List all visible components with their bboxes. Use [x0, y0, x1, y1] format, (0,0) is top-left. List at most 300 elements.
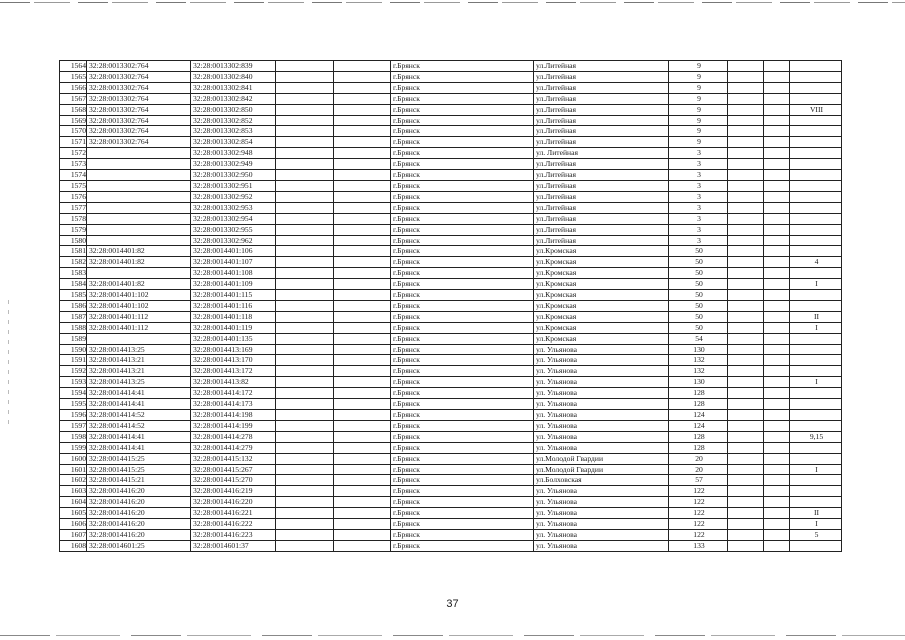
row-number-cell: 1574 [60, 170, 87, 181]
cadastral-number-cell: 32:28:0014415:132 [191, 453, 276, 464]
blank-cell-d [764, 82, 790, 93]
blank-cell-c [728, 279, 764, 290]
cadastral-number-cell: 32:28:0014416:223 [191, 529, 276, 540]
blank-cell-a [276, 93, 334, 104]
city-cell: г.Брянск [391, 453, 534, 464]
city-cell: г.Брянск [391, 71, 534, 82]
house-number-cell: 132 [669, 355, 728, 366]
register-table [59, 60, 842, 552]
table-row [60, 279, 842, 290]
cadastral-number-cell: 32:28:0014414:199 [191, 420, 276, 431]
house-number-cell: 124 [669, 410, 728, 421]
blank-cell-d [764, 366, 790, 377]
blank-cell-a [276, 61, 334, 72]
table-row [60, 453, 842, 464]
table-row [60, 137, 842, 148]
city-cell: г.Брянск [391, 180, 534, 191]
blank-cell-d [764, 290, 790, 301]
street-cell: ул. Ульянова [534, 388, 669, 399]
street-cell: ул. Ульянова [534, 519, 669, 530]
city-cell: г.Брянск [391, 126, 534, 137]
blank-cell-d [764, 300, 790, 311]
blank-cell-d [764, 540, 790, 551]
row-number-cell: 1571 [60, 137, 87, 148]
blank-cell-d [764, 431, 790, 442]
blank-cell-c [728, 399, 764, 410]
blank-cell-c [728, 126, 764, 137]
blank-cell-a [276, 126, 334, 137]
note-cell [790, 366, 842, 377]
blank-cell-a [276, 322, 334, 333]
table-row [60, 93, 842, 104]
street-cell: ул.Литейная [534, 170, 669, 181]
blank-cell-d [764, 148, 790, 159]
cadastral-number-cell: 32:28:0013302:854 [191, 137, 276, 148]
blank-cell-b [334, 431, 391, 442]
note-cell [790, 180, 842, 191]
parent-cadastral-number-cell: 32:28:0013302:764 [87, 115, 191, 126]
house-number-cell: 9 [669, 115, 728, 126]
table-row [60, 300, 842, 311]
house-number-cell: 124 [669, 420, 728, 431]
parent-cadastral-number-cell: 32:28:0013302:764 [87, 82, 191, 93]
house-number-cell: 122 [669, 508, 728, 519]
parent-cadastral-number-cell: 32:28:0013302:764 [87, 126, 191, 137]
blank-cell-c [728, 464, 764, 475]
cadastral-number-cell: 32:28:0014415:267 [191, 464, 276, 475]
blank-cell-d [764, 191, 790, 202]
blank-cell-a [276, 137, 334, 148]
table-row [60, 333, 842, 344]
house-number-cell: 50 [669, 300, 728, 311]
blank-cell-a [276, 191, 334, 202]
row-number-cell: 1582 [60, 257, 87, 268]
blank-cell-b [334, 71, 391, 82]
house-number-cell: 133 [669, 540, 728, 551]
street-cell: ул.Кромская [534, 290, 669, 301]
blank-cell-b [334, 344, 391, 355]
city-cell: г.Брянск [391, 355, 534, 366]
blank-cell-d [764, 159, 790, 170]
table-row [60, 540, 842, 551]
note-cell [790, 148, 842, 159]
house-number-cell: 3 [669, 213, 728, 224]
note-cell [790, 540, 842, 551]
blank-cell-c [728, 486, 764, 497]
blank-cell-b [334, 257, 391, 268]
row-number-cell: 1568 [60, 104, 87, 115]
table-row [60, 115, 842, 126]
house-number-cell: 9 [669, 104, 728, 115]
blank-cell-c [728, 104, 764, 115]
blank-cell-c [728, 388, 764, 399]
parent-cadastral-number-cell [87, 224, 191, 235]
row-number-cell: 1599 [60, 442, 87, 453]
cadastral-number-cell: 32:28:0013302:853 [191, 126, 276, 137]
blank-cell-b [334, 366, 391, 377]
city-cell: г.Брянск [391, 344, 534, 355]
note-cell [790, 191, 842, 202]
parent-cadastral-number-cell: 32:28:0014414:52 [87, 410, 191, 421]
parent-cadastral-number-cell: 32:28:0014414:41 [87, 431, 191, 442]
note-cell [790, 475, 842, 486]
blank-cell-c [728, 475, 764, 486]
row-number-cell: 1595 [60, 399, 87, 410]
table-row [60, 508, 842, 519]
table-row [60, 431, 842, 442]
blank-cell-a [276, 235, 334, 246]
note-cell: II [790, 508, 842, 519]
cadastral-number-cell: 32:28:0014414:173 [191, 399, 276, 410]
street-cell: ул.Молодой Гвардии [534, 464, 669, 475]
blank-cell-b [334, 519, 391, 530]
cadastral-number-cell: 32:28:0014401:107 [191, 257, 276, 268]
blank-cell-c [728, 529, 764, 540]
note-cell [790, 399, 842, 410]
blank-cell-c [728, 170, 764, 181]
blank-cell-d [764, 257, 790, 268]
blank-cell-a [276, 279, 334, 290]
street-cell: ул. Ульянова [534, 442, 669, 453]
table-row [60, 377, 842, 388]
table-row [60, 475, 842, 486]
city-cell: г.Брянск [391, 420, 534, 431]
street-cell: ул.Литейная [534, 93, 669, 104]
row-number-cell: 1608 [60, 540, 87, 551]
parent-cadastral-number-cell: 32:28:0014401:82 [87, 279, 191, 290]
blank-cell-b [334, 529, 391, 540]
street-cell: ул.Болховская [534, 475, 669, 486]
blank-cell-c [728, 377, 764, 388]
row-number-cell: 1597 [60, 420, 87, 431]
note-cell [790, 486, 842, 497]
note-cell [790, 497, 842, 508]
cadastral-number-cell: 32:28:0013302:842 [191, 93, 276, 104]
blank-cell-d [764, 93, 790, 104]
city-cell: г.Брянск [391, 61, 534, 72]
blank-cell-a [276, 475, 334, 486]
table-row [60, 355, 842, 366]
blank-cell-d [764, 529, 790, 540]
cadastral-number-cell: 32:28:0013302:950 [191, 170, 276, 181]
row-number-cell: 1570 [60, 126, 87, 137]
note-cell [790, 442, 842, 453]
cadastral-number-cell: 32:28:0014414:198 [191, 410, 276, 421]
cadastral-number-cell: 32:28:0014401:116 [191, 300, 276, 311]
blank-cell-a [276, 529, 334, 540]
parent-cadastral-number-cell: 32:28:0013302:764 [87, 71, 191, 82]
row-number-cell: 1596 [60, 410, 87, 421]
table-row [60, 410, 842, 421]
city-cell: г.Брянск [391, 290, 534, 301]
house-number-cell: 3 [669, 170, 728, 181]
blank-cell-b [334, 137, 391, 148]
row-number-cell: 1573 [60, 159, 87, 170]
parent-cadastral-number-cell: 32:28:0014415:21 [87, 475, 191, 486]
row-number-cell: 1577 [60, 202, 87, 213]
register-body [60, 61, 842, 552]
cadastral-number-cell: 32:28:0013302:840 [191, 71, 276, 82]
row-number-cell: 1576 [60, 191, 87, 202]
parent-cadastral-number-cell: 32:28:0014414:41 [87, 399, 191, 410]
parent-cadastral-number-cell: 32:28:0013302:764 [87, 61, 191, 72]
street-cell: ул. Литейная [534, 148, 669, 159]
blank-cell-d [764, 508, 790, 519]
table-row [60, 497, 842, 508]
parent-cadastral-number-cell: 32:28:0014401:112 [87, 311, 191, 322]
street-cell: ул.Литейная [534, 202, 669, 213]
table-row [60, 61, 842, 72]
blank-cell-b [334, 508, 391, 519]
blank-cell-a [276, 104, 334, 115]
blank-cell-b [334, 399, 391, 410]
row-number-cell: 1564 [60, 61, 87, 72]
cadastral-number-cell: 32:28:0014413:172 [191, 366, 276, 377]
row-number-cell: 1579 [60, 224, 87, 235]
house-number-cell: 9 [669, 82, 728, 93]
cadastral-number-cell: 32:28:0014416:220 [191, 497, 276, 508]
table-row [60, 519, 842, 530]
blank-cell-d [764, 464, 790, 475]
blank-cell-c [728, 257, 764, 268]
city-cell: г.Брянск [391, 213, 534, 224]
blank-cell-c [728, 137, 764, 148]
blank-cell-b [334, 388, 391, 399]
row-number-cell: 1606 [60, 519, 87, 530]
blank-cell-c [728, 366, 764, 377]
table-row [60, 388, 842, 399]
blank-cell-b [334, 290, 391, 301]
cadastral-number-cell: 32:28:0013302:850 [191, 104, 276, 115]
blank-cell-d [764, 202, 790, 213]
parent-cadastral-number-cell: 32:28:0014601:25 [87, 540, 191, 551]
table-row [60, 71, 842, 82]
blank-cell-a [276, 453, 334, 464]
table-row [60, 82, 842, 93]
blank-cell-c [728, 311, 764, 322]
blank-cell-d [764, 333, 790, 344]
blank-cell-d [764, 388, 790, 399]
blank-cell-c [728, 180, 764, 191]
table-row [60, 486, 842, 497]
blank-cell-c [728, 322, 764, 333]
blank-cell-a [276, 431, 334, 442]
note-cell: I [790, 377, 842, 388]
cadastral-number-cell: 32:28:0014401:106 [191, 246, 276, 257]
blank-cell-b [334, 93, 391, 104]
cadastral-number-cell: 32:28:0013302:951 [191, 180, 276, 191]
street-cell: ул.Кромская [534, 279, 669, 290]
note-cell [790, 268, 842, 279]
blank-cell-b [334, 148, 391, 159]
street-cell: ул. Ульянова [534, 529, 669, 540]
city-cell: г.Брянск [391, 540, 534, 551]
note-cell: I [790, 322, 842, 333]
cadastral-number-cell: 32:28:0014413:82 [191, 377, 276, 388]
blank-cell-d [764, 399, 790, 410]
parent-cadastral-number-cell [87, 213, 191, 224]
cadastral-number-cell: 32:28:0013302:954 [191, 213, 276, 224]
row-number-cell: 1605 [60, 508, 87, 519]
blank-cell-c [728, 115, 764, 126]
cadastral-number-cell: 32:28:0014413:169 [191, 344, 276, 355]
blank-cell-b [334, 279, 391, 290]
blank-cell-a [276, 257, 334, 268]
table-row [60, 224, 842, 235]
street-cell: ул.Литейная [534, 213, 669, 224]
house-number-cell: 122 [669, 497, 728, 508]
row-number-cell: 1572 [60, 148, 87, 159]
cadastral-number-cell: 32:28:0014414:172 [191, 388, 276, 399]
blank-cell-b [334, 191, 391, 202]
parent-cadastral-number-cell: 32:28:0014415:25 [87, 464, 191, 475]
blank-cell-c [728, 235, 764, 246]
row-number-cell: 1581 [60, 246, 87, 257]
table-row [60, 399, 842, 410]
table-row [60, 202, 842, 213]
note-cell: I [790, 464, 842, 475]
table-row [60, 235, 842, 246]
house-number-cell: 128 [669, 431, 728, 442]
parent-cadastral-number-cell [87, 202, 191, 213]
house-number-cell: 130 [669, 377, 728, 388]
blank-cell-b [334, 61, 391, 72]
city-cell: г.Брянск [391, 529, 534, 540]
city-cell: г.Брянск [391, 257, 534, 268]
row-number-cell: 1580 [60, 235, 87, 246]
blank-cell-a [276, 399, 334, 410]
city-cell: г.Брянск [391, 486, 534, 497]
cadastral-number-cell: 32:28:0014415:270 [191, 475, 276, 486]
blank-cell-c [728, 431, 764, 442]
blank-cell-d [764, 486, 790, 497]
city-cell: г.Брянск [391, 159, 534, 170]
row-number-cell: 1565 [60, 71, 87, 82]
blank-cell-d [764, 344, 790, 355]
street-cell: ул.Кромская [534, 257, 669, 268]
note-cell: II [790, 311, 842, 322]
blank-cell-b [334, 453, 391, 464]
city-cell: г.Брянск [391, 224, 534, 235]
blank-cell-a [276, 519, 334, 530]
street-cell: ул. Ульянова [534, 420, 669, 431]
street-cell: ул.Литейная [534, 126, 669, 137]
city-cell: г.Брянск [391, 322, 534, 333]
city-cell: г.Брянск [391, 475, 534, 486]
blank-cell-a [276, 213, 334, 224]
city-cell: г.Брянск [391, 508, 534, 519]
blank-cell-c [728, 246, 764, 257]
street-cell: ул.Литейная [534, 224, 669, 235]
cadastral-number-cell: 32:28:0014416:219 [191, 486, 276, 497]
note-cell [790, 82, 842, 93]
street-cell: ул.Литейная [534, 159, 669, 170]
row-number-cell: 1603 [60, 486, 87, 497]
note-cell [790, 388, 842, 399]
note-cell [790, 115, 842, 126]
city-cell: г.Брянск [391, 115, 534, 126]
city-cell: г.Брянск [391, 148, 534, 159]
blank-cell-b [334, 268, 391, 279]
blank-cell-b [334, 126, 391, 137]
blank-cell-b [334, 540, 391, 551]
blank-cell-d [764, 279, 790, 290]
blank-cell-b [334, 486, 391, 497]
blank-cell-a [276, 497, 334, 508]
street-cell: ул. Ульянова [534, 486, 669, 497]
house-number-cell: 54 [669, 333, 728, 344]
city-cell: г.Брянск [391, 377, 534, 388]
note-cell: VIII [790, 104, 842, 115]
house-number-cell: 50 [669, 246, 728, 257]
table-row [60, 170, 842, 181]
blank-cell-a [276, 540, 334, 551]
cadastral-number-cell: 32:28:0014416:222 [191, 519, 276, 530]
city-cell: г.Брянск [391, 82, 534, 93]
blank-cell-b [334, 464, 391, 475]
scan-edge-left [8, 300, 9, 430]
city-cell: г.Брянск [391, 311, 534, 322]
cadastral-number-cell: 32:28:0013302:953 [191, 202, 276, 213]
city-cell: г.Брянск [391, 268, 534, 279]
house-number-cell: 122 [669, 529, 728, 540]
cadastral-number-cell: 32:28:0014414:279 [191, 442, 276, 453]
blank-cell-c [728, 300, 764, 311]
blank-cell-b [334, 355, 391, 366]
row-number-cell: 1594 [60, 388, 87, 399]
table-row [60, 529, 842, 540]
street-cell: ул.Литейная [534, 82, 669, 93]
blank-cell-a [276, 202, 334, 213]
street-cell: ул.Кромская [534, 300, 669, 311]
blank-cell-c [728, 224, 764, 235]
street-cell: ул.Молодой Гвардии [534, 453, 669, 464]
city-cell: г.Брянск [391, 333, 534, 344]
street-cell: ул. Ульянова [534, 344, 669, 355]
parent-cadastral-number-cell [87, 268, 191, 279]
table-row [60, 366, 842, 377]
house-number-cell: 130 [669, 344, 728, 355]
city-cell: г.Брянск [391, 388, 534, 399]
blank-cell-c [728, 148, 764, 159]
blank-cell-b [334, 322, 391, 333]
cadastral-number-cell: 32:28:0014601:37 [191, 540, 276, 551]
row-number-cell: 1569 [60, 115, 87, 126]
blank-cell-b [334, 213, 391, 224]
city-cell: г.Брянск [391, 464, 534, 475]
house-number-cell: 50 [669, 322, 728, 333]
table-row [60, 268, 842, 279]
page-number: 37 [446, 598, 459, 610]
note-cell [790, 126, 842, 137]
blank-cell-b [334, 180, 391, 191]
row-number-cell: 1598 [60, 431, 87, 442]
note-cell [790, 300, 842, 311]
blank-cell-a [276, 300, 334, 311]
blank-cell-a [276, 71, 334, 82]
note-cell: 9,15 [790, 431, 842, 442]
note-cell [790, 202, 842, 213]
blank-cell-a [276, 410, 334, 421]
blank-cell-d [764, 410, 790, 421]
blank-cell-d [764, 104, 790, 115]
street-cell: ул. Ульянова [534, 355, 669, 366]
note-cell [790, 224, 842, 235]
blank-cell-c [728, 540, 764, 551]
house-number-cell: 9 [669, 61, 728, 72]
parent-cadastral-number-cell [87, 170, 191, 181]
blank-cell-a [276, 224, 334, 235]
